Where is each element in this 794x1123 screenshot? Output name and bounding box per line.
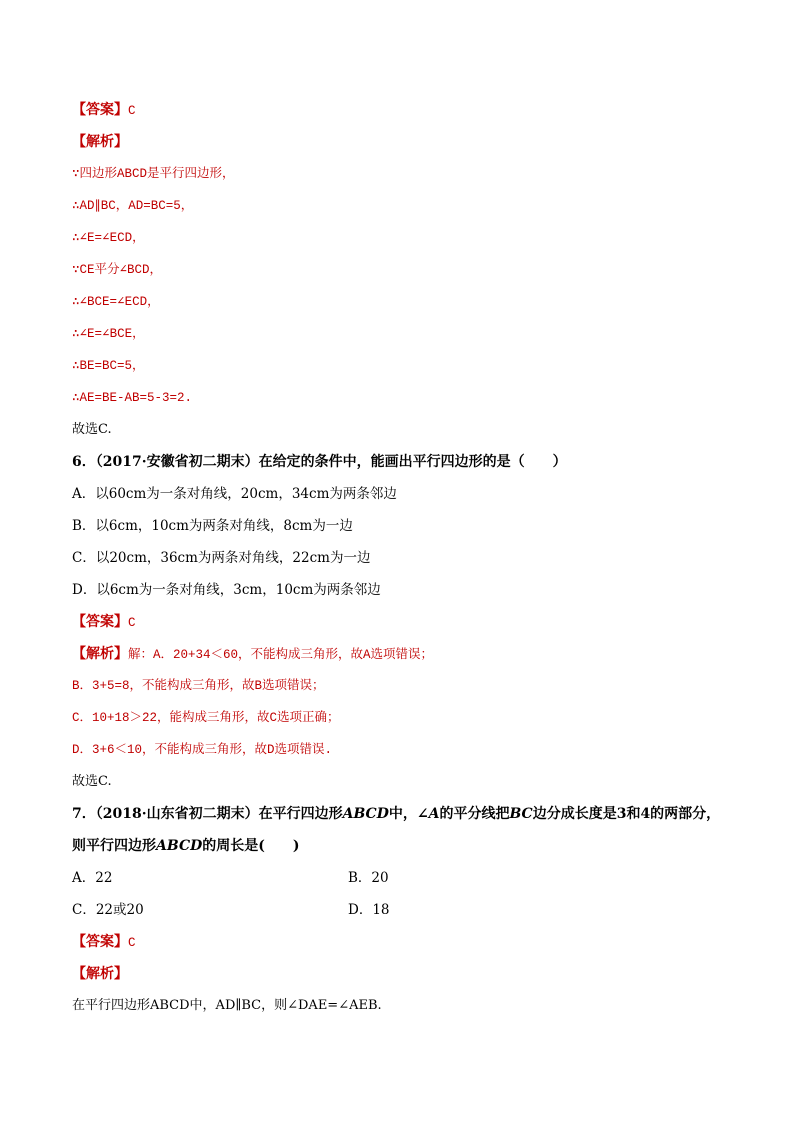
answer-tag: 【答案】 [72, 614, 128, 630]
stem-text: 7．（2018·山东省初二期末）在平行四边形 [72, 806, 343, 822]
stem-text: 则平行四边形 [72, 838, 156, 854]
question-7-stem-line-2 [72, 830, 732, 862]
answer-value: C [128, 616, 136, 630]
conclusion: 故选C. [72, 774, 112, 789]
proof-step: ∴∠BCE=∠ECD， [72, 295, 160, 309]
question-7-option-c: C．22或20 [72, 902, 144, 918]
proof-step: ∴∠E=∠BCE， [72, 327, 145, 341]
answer-tag: 【答案】 [72, 934, 128, 950]
question-6-option-c: C．以20cm，36cm为两条对角线，22cm为一边 [72, 550, 371, 566]
analysis-step: 解：A．20+34＜60，不能构成三角形，故A选项错误； [128, 648, 434, 662]
analysis-step: 在平行四边形ABCD中，AD∥BC，则∠DAE=∠AEB. [72, 998, 382, 1013]
question-7-option-b: B．20 [348, 870, 389, 886]
stem-text: 中，∠ [388, 806, 429, 822]
document-page [72, 94, 732, 1022]
analysis-line-7 [72, 958, 732, 990]
question-7-stem-line-1 [72, 798, 732, 830]
stem-var: ABCD [342, 806, 389, 822]
analysis-line-6 [72, 638, 732, 670]
answer-tag: 【答案】 [72, 102, 128, 118]
stem-var: A [428, 806, 440, 822]
proof-step: ∴BE=BC=5， [72, 359, 145, 373]
question-7-option-a: A．22 [72, 870, 113, 886]
question-6-option-a: A．以60cm为一条对角线，20cm，34cm为两条邻边 [72, 486, 397, 502]
answer-line-1 [72, 94, 732, 126]
analysis-step: B．3+5=8，不能构成三角形，故B选项错误； [72, 679, 325, 693]
analysis-step: C．10+18＞22，能构成三角形，故C选项正确； [72, 711, 340, 725]
stem-var: ABCD [156, 838, 203, 854]
proof-step: ∴AD∥BC，AD=BC=5， [72, 199, 194, 213]
proof-step: ∴AE=BE-AB=5-3=2. [72, 391, 193, 405]
answer-line-6 [72, 606, 732, 638]
question-7-options-row-1 [72, 862, 732, 894]
stem-text: 边分成长度是3和4的两部分， [532, 806, 721, 822]
question-6-option-d: D．以6cm为一条对角线，3cm，10cm为两条邻边 [72, 582, 381, 598]
stem-var: BC [509, 806, 533, 822]
proof-step: ∴∠E=∠ECD， [72, 231, 145, 245]
stem-text: 的周长是( ) [202, 838, 300, 854]
question-7-option-d: D．18 [348, 902, 390, 918]
proof-step: ∵CE平分∠BCD， [72, 263, 163, 277]
stem-text: 的平分线把 [439, 806, 510, 822]
answer-line-7 [72, 926, 732, 958]
analysis-tag: 【解析】 [72, 966, 128, 982]
question-7-options-row-2 [72, 894, 732, 926]
analysis-tag: 【解析】 [72, 646, 128, 662]
answer-value: C [128, 104, 136, 118]
question-6-stem: 6．（2017·安徽省初二期末）在给定的条件中，能画出平行四边形的是（ ） [72, 454, 567, 470]
analysis-tag: 【解析】 [72, 134, 128, 150]
conclusion: 故选C. [72, 422, 112, 437]
question-6-option-b: B．以6cm，10cm为两条对角线，8cm为一边 [72, 518, 353, 534]
analysis-line-1 [72, 126, 732, 158]
answer-value: C [128, 936, 136, 950]
proof-step: ∵四边形ABCD是平行四边形， [72, 167, 235, 181]
analysis-step: D．3+6＜10，不能构成三角形，故D选项错误. [72, 743, 333, 757]
